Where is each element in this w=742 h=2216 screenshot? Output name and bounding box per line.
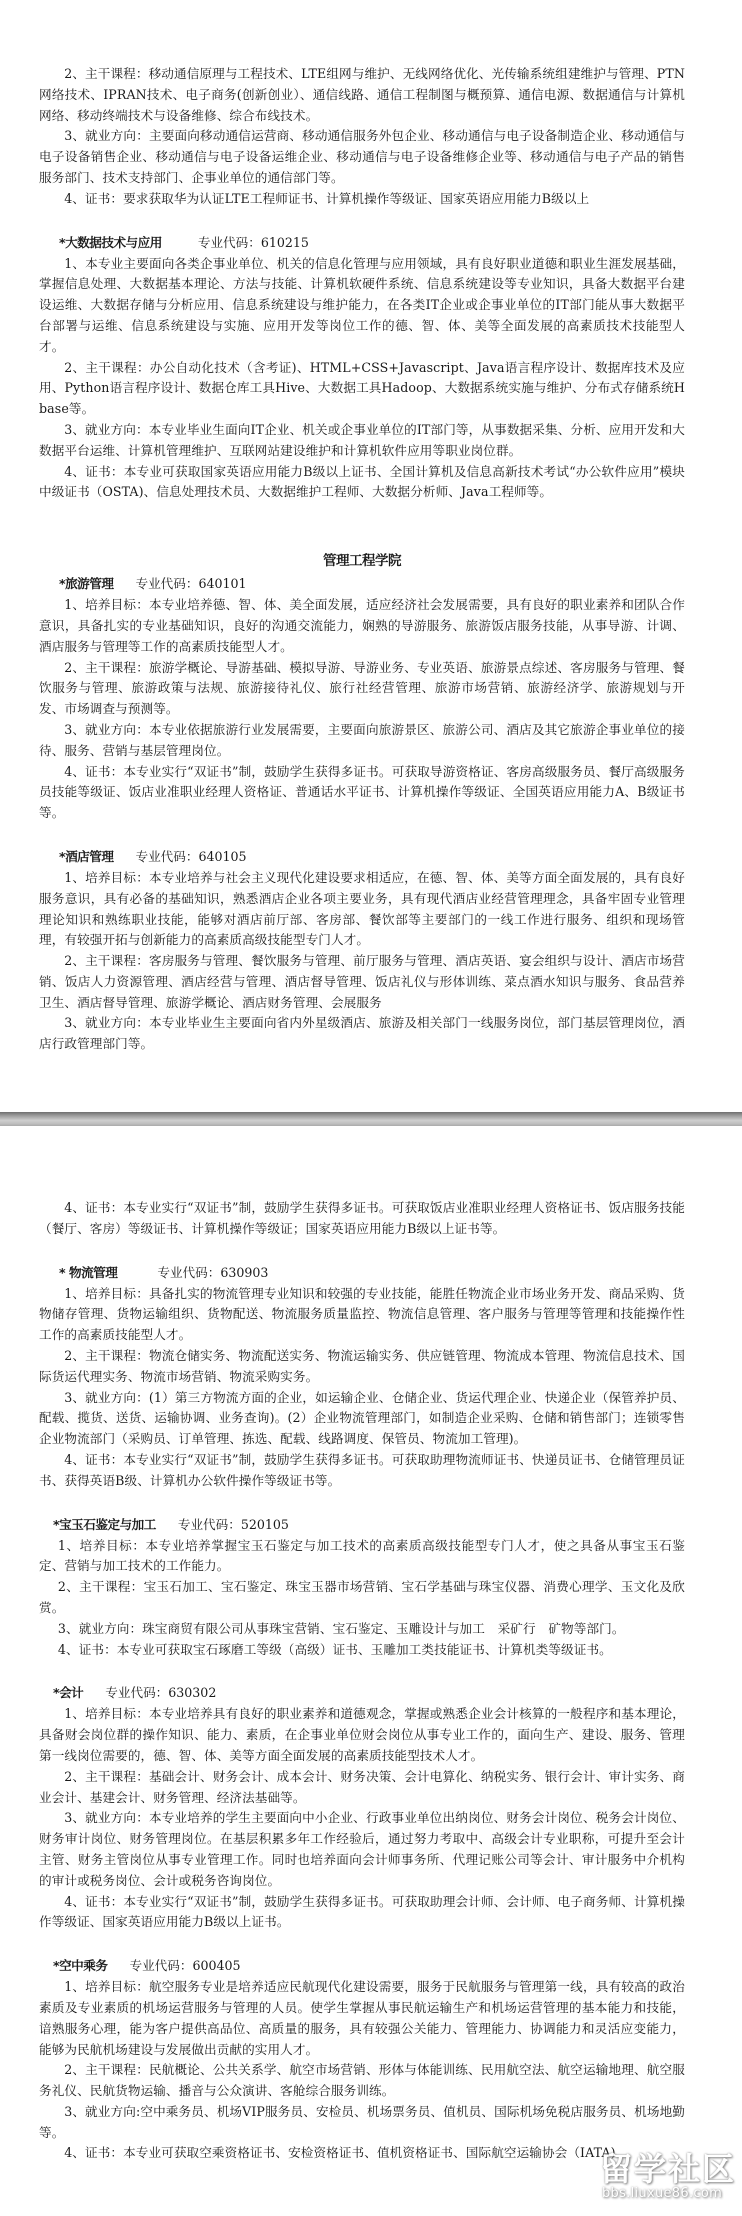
gem-employment-paragraph: 3、就业方向：珠宝商贸有限公司从事珠宝营销、宝石鉴定、玉雕设计与加工 采矿行 矿物等部门。 <box>57 1620 625 1636</box>
bigdata-certificate-paragraph: 4、证书：本专业可获取国家英语应用能力B级以上证书、全国计算机及信息高新技术考试“办公软件应用”模块中级证书（OSTA)、信息处理技术员、大数据维护工程师、大数据分析师、Java工程师等。 <box>39 463 685 500</box>
major-name: *大数据技术与应用 <box>59 234 162 250</box>
accounting-courses-paragraph: 2、主干课程：基础会计、财务会计、成本会计、财务决策、会计电算化、纳税实务、银行会计、审计实务、商业会计、基建会计、财务管理、经济法基础等。 <box>39 1768 685 1805</box>
logistics-courses-paragraph: 2、主干课程：物流仓储实务、物流配送实务、物流运输实务、供应链管理、物流成本管理、物流信息技术、国际货运代理实务、物流市场营销、物流采购实务。 <box>39 1347 685 1384</box>
comm-certificate-paragraph: 4、证书：要求获取华为认证LTE工程师证书、计算机操作等级证、国家英语应用能力B级以上 <box>64 190 590 206</box>
major-code: 专业代码：640105 <box>135 848 247 864</box>
gem-objective-paragraph: 1、培养目标：本专业培养掌握宝玉石鉴定与加工技术的高素质高级技能型专门人才，使之具备从事宝玉石鉴定、营销与加工技术的工作能力。 <box>39 1537 685 1574</box>
comm-employment-paragraph: 3、就业方向：主要面向移动通信运营商、移动通信服务外包企业、移动通信与电子设备制造企业、移动通信与电子设备销售企业、移动通信与电子设备运维企业、移动通信与电子设备维修企业等、移动通信与电子产品的销售服务部门、技术支持部门、企事业单位的通信部门等。 <box>39 128 685 185</box>
tourism-certificate-paragraph: 4、证书：本专业实行“双证书”制，鼓励学生获得多证书。可获取导游资格证、客房高级服务员、餐厅高级服务员技能等级证、饭店业准职业经理人资格证、普通话水平证书、计算机操作等级证、全国英语应用能力A、B级证书等。 <box>39 763 685 821</box>
major-name: *旅游管理 <box>59 576 114 592</box>
major-name: *酒店管理 <box>59 848 114 864</box>
document-page-2 <box>0 1166 742 2216</box>
accounting-certificate-paragraph: 4、证书：本专业实行“双证书”制，鼓励学生获得多证书。可获取助理会计师、会计师、电子商务师、计算机操作等级证、国家英语应用能力B级以上证书。 <box>39 1893 685 1930</box>
hotel-objective-paragraph: 1、培养目标：本专业培养与社会主义现代化建设要求相适应，在德、智、体、美等方面全面发展的，具有良好服务意识，具有必备的基础知识，熟悉酒店企业各项主要业务，具有现代酒店业经营管理理念，具备牢固专业管理理论知识和熟练职业技能，能够对酒店前厅部、客房部、餐饮部等主要部门的一线工作进行服务、组织和现场管理，有较强开拓与创新能力的高素质高级技能型专门人才。 <box>39 869 685 948</box>
flight-certificate-paragraph: 4、证书：本专业可获取空乘资格证书、安检资格证书、值机资格证书、国际航空运输协会（IATA) <box>64 2145 616 2161</box>
hotel-certificate-paragraph: 4、证书：本专业实行“双证书”制，鼓励学生获得多证书。可获取饭店业准职业经理人资格证书、饭店服务技能（餐厅、客房）等级证书、计算机操作等级证；国家英语应用能力B级以上证书等。 <box>39 1200 685 1236</box>
gem-courses-paragraph: 2、主干课程：宝玉石加工、宝石鉴定、珠宝玉器市场营销、宝石学基础与珠宝仪器、消费心理学、玉文化及欣赏。 <box>39 1579 685 1615</box>
accounting-employment-paragraph: 3、就业方向：本专业培养的学生主要面向中小企业、行政事业单位出纳岗位、财务会计岗位、税务会计岗位、财务审计岗位、财务管理岗位。在基层积累多年工作经验后，通过努力考取中、高级会计专业职称，可提升至会计主管、财务主管岗位从事专业管理工作。同时也培养面向会计师事务所、代理记账公司等会计、审计服务中介机构的审计或税务岗位、会计或税务咨询岗位。 <box>39 1810 685 1888</box>
watermark-site-url: bbs.liuxue86.com <box>602 2186 723 2201</box>
major-heading-gem <box>39 1514 685 1536</box>
tourism-employment-paragraph: 3、就业方向：本专业依据旅游行业发展需要，主要面向旅游景区、旅游公司、酒店及其它旅游企事业单位的接待、服务、营销与基层管理岗位。 <box>39 721 685 758</box>
major-code: 专业代码：630903 <box>157 1264 269 1280</box>
hotel-employment-paragraph: 3、就业方向：本专业毕业生主要面向省内外星级酒店、旅游及相关部门一线服务岗位，部门基层管理岗位，酒店行政管理部门等。 <box>39 1015 685 1052</box>
major-heading-accounting <box>39 1682 685 1704</box>
logistics-objective-paragraph: 1、培养目标：具备扎实的物流管理专业知识和较强的专业技能，能胜任物流企业市场业务开发、商品采购、货物储存管理、货物运输组织、货物配送、物流服务质量监控、物流信息管理、客户服务与管理等管理和技能操作性工作的高素质技能型人才。 <box>39 1285 685 1343</box>
tourism-courses-paragraph: 2、主干课程：旅游学概论、导游基础、模拟导游、导游业务、专业英语、旅游景点综述、客房服务与管理、餐饮服务与管理、旅游政策与法规、旅游接待礼仪、旅行社经营管理、旅游市场营销、旅游经济学、旅游规划与开发、市场调查与预测等。 <box>39 659 685 717</box>
major-heading-tourism <box>39 573 685 595</box>
major-code: 专业代码：610215 <box>197 234 309 250</box>
bigdata-employment-paragraph: 3、就业方向：本专业毕业生面向IT企业、机关或企事业单位的IT部门等，从事数据采集、分析、应用开发和大数据平台运维、计算机管理维护、互联网站建设维护和计算机软件应用等职业岗位群。 <box>39 421 685 458</box>
flight-courses-paragraph: 2、主干课程：民航概论、公共关系学、航空市场营销、形体与体能训练、民用航空法、航空运输地理、航空服务礼仪、民航货物运输、播音与公众演讲、客舱综合服务训练。 <box>39 2062 685 2099</box>
major-heading-flight <box>39 1955 685 1977</box>
major-name: *宝玉石鉴定与加工 <box>53 1516 156 1532</box>
tourism-objective-paragraph: 1、培养目标：本专业培养德、智、体、美全面发展，适应经济社会发展需要，具有良好的职业素养和团队合作意识，具备扎实的专业基础知识，良好的沟通交流能力，娴熟的导游服务、旅游饭店服务技能，从事导游、计调、酒店服务与管理等工作的高素质技能型人才。 <box>39 597 685 654</box>
major-heading-hotel <box>39 846 685 868</box>
major-code: 专业代码：520105 <box>177 1516 289 1532</box>
bigdata-objective-paragraph: 1、本专业主要面向各类企事业单位、机关的信息化管理与应用领域，具有良好职业道德和职业生涯发展基础，掌握信息处理、大数据基本理论、方法与技能、计算机软硬件系统、信息系统建设等专业知识，具备大数据平台建设运维、大数据存储与分析应用、信息系统建设与维护能力，在各类IT企业或企事业单位的IT部门能从事大数据平台部署与运维、信息系统建设与实施、应用开发等岗位工作的德、智、体、美等全面发展的高素质技术技能型人才。 <box>39 255 685 354</box>
major-name: * 物流管理 <box>59 1264 118 1280</box>
page-1-content <box>39 64 685 1055</box>
flight-objective-paragraph: 1、培养目标：航空服务专业是培养适应民航现代化建设需要，服务于民航服务与管理第一线，具有较高的政治素质及专业素质的机场运营服务与管理的人员。使学生掌握从事民航运输生产和机场运营管理的基本能力和技能，谙熟服务心理，能为客户提供高品位、高质量的服务，具有较强公关能力、管理能力、协调能力和灵活应变能力，能够为民航机场建设与发展做出贡献的实用人才。 <box>39 1979 685 2057</box>
bigdata-courses-paragraph: 2、主干课程：办公自动化技术（含考证)、HTML+CSS+Javascript、Java语言程序设计、数据库技术及应用、Python语言程序设计、数据仓库工具Hive、大数据工具Hadoop、大数据系统实施与维护、分布式存储系统Hbase等。 <box>39 359 685 417</box>
site-watermark <box>600 2152 740 2212</box>
major-heading-bigdata <box>39 232 685 254</box>
logistics-certificate-paragraph: 4、证书：本专业实行“双证书”制，鼓励学生获得多证书。可获取助理物流师证书、快递员证书、仓储管理员证书、获得英语B级、计算机办公软件操作等级证书等。 <box>39 1451 685 1488</box>
gem-certificate-paragraph: 4、证书：本专业可获取宝石琢磨工等级（高级）证书、玉雕加工类技能证书、计算机类等级证书。 <box>57 1641 612 1657</box>
logistics-employment-paragraph: 3、就业方向：(1）第三方物流方面的企业，如运输企业、仓储企业、货运代理企业、快递企业（保管养护员、配载、揽货、送货、运输协调、业务查询)。(2）企业物流管理部门，如制造企业采购、仓储和销售部门；连锁零售企业物流部门（采购员、订单管理、拣选、配载、线路调度、保管员、物流加工管理)。 <box>39 1389 685 1447</box>
major-heading-logistics <box>39 1262 685 1284</box>
major-code: 专业代码：630302 <box>105 1685 217 1701</box>
major-code: 专业代码：600405 <box>129 1958 241 1974</box>
major-name: *空中乘务 <box>53 1958 108 1974</box>
page-2-content <box>39 1198 685 2164</box>
college-title: 管理工程学院 <box>323 553 401 570</box>
hotel-courses-paragraph: 2、主干课程：客房服务与管理、餐饮服务与管理、前厅服务与管理、酒店英语、宴会组织与设计、酒店市场营销、饭店人力资源管理、酒店经营与管理、酒店督导管理、饭店礼仪与形体训练、菜点酒水知识与服务、食品营养卫生、酒店督导管理、旅游学概论、酒店财务管理、会展服务 <box>39 953 685 1010</box>
accounting-objective-paragraph: 1、培养目标：本专业培养具有良好的职业素养和道德观念，掌握或熟悉企业会计核算的一般程序和基本理论，具备财会岗位群的操作知识、能力、素质，在企事业单位财会岗位从事专业工作的，面向生产、建设、服务、管理第一线岗位需要的，德、智、体、美等方面全面发展的高素质技能型技术人才。 <box>39 1706 685 1763</box>
major-code: 专业代码：640101 <box>135 576 247 592</box>
major-name: *会计 <box>53 1685 84 1701</box>
comm-courses-paragraph: 2、主干课程：移动通信原理与工程技术、LTE组网与维护、无线网络优化、光传输系统组建维护与管理、PTN网络技术、IPRAN技术、电子商务(创新创业）、通信线路、通信工程制图与概预算、通信电源、数据通信与计算机网络、移动终端技术与设备维修、综合布线技术。 <box>39 66 685 123</box>
page-break-divider <box>0 1112 742 1126</box>
watermark-logo-text: 留学社区 <box>600 2150 737 2188</box>
flight-employment-paragraph: 3、就业方向:空中乘务员、机场VIP服务员、安检员、机场票务员、值机员、国际机场免税店服务员、机场地勤等。 <box>39 2103 685 2140</box>
